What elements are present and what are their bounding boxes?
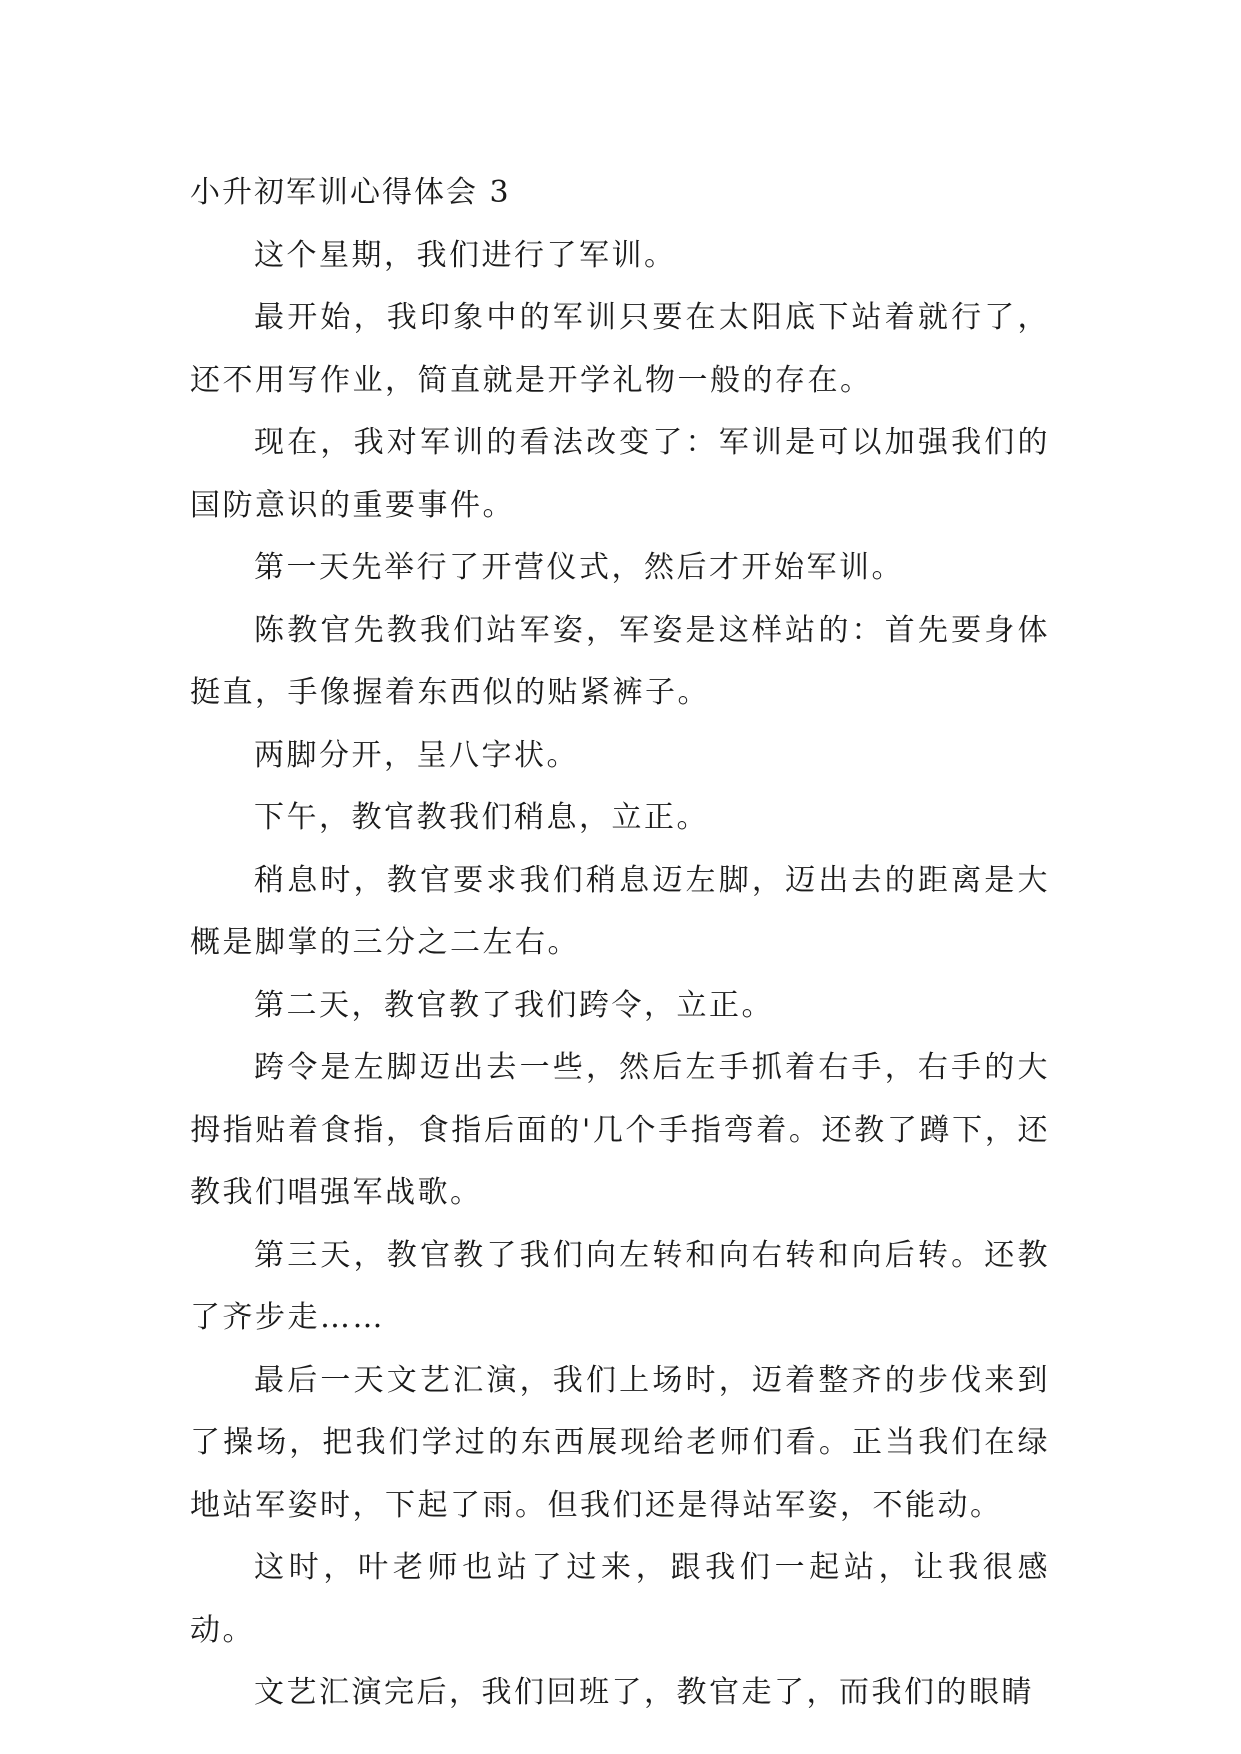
document-body [190,162,1050,1725]
paragraph: 陈教官先教我们站军姿，军姿是这样站的：首先要身体挺直，手像握着东西似的贴紧裤子。 [190,612,1050,710]
paragraph: 两脚分开，呈八字状。 [254,737,579,773]
paragraph: 现在，我对军训的看法改变了：军训是可以加强我们的国防意识的重要事件。 [190,425,1050,523]
paragraph: 下午，教官教我们稍息，立正。 [254,800,709,835]
paragraph: 最后一天文艺汇演，我们上场时，迈着整齐的步伐来到了操场，把我们学过的东西展现给老师们看。正当我们在绿地站军姿时，下起了雨。但我们还是得站军姿，不能动。 [190,1362,1050,1523]
paragraph: 这个星期，我们进行了军训。 [254,237,677,273]
paragraph: 这时，叶老师也站了过来，跟我们一起站，让我很感动。 [190,1550,1050,1648]
paragraph: 文艺汇演完后，我们回班了，教官走了，而我们的眼睛 [254,1675,1034,1710]
paragraph: 稍息时，教官要求我们稍息迈左脚，迈出去的距离是大概是脚掌的三分之二左右。 [190,862,1050,960]
paragraph: 第三天，教官教了我们向左转和向右转和向后转。还教了齐步走…… [190,1237,1050,1335]
paragraph: 第二天，教官教了我们跨令，立正。 [254,987,774,1023]
document-title: 小升初军训心得体会 3 [190,175,511,210]
paragraph: 第一天先举行了开营仪式，然后才开始军训。 [254,550,904,585]
paragraph: 最开始，我印象中的军训只要在太阳底下站着就行了，还不用写作业，简直就是开学礼物一般的存在。 [190,300,1050,398]
paragraph: 跨令是左脚迈出去一些，然后左手抓着右手，右手的大拇指贴着食指，食指后面的'几个手指弯着。还教了蹲下，还教我们唱强军战歌。 [190,1050,1050,1210]
